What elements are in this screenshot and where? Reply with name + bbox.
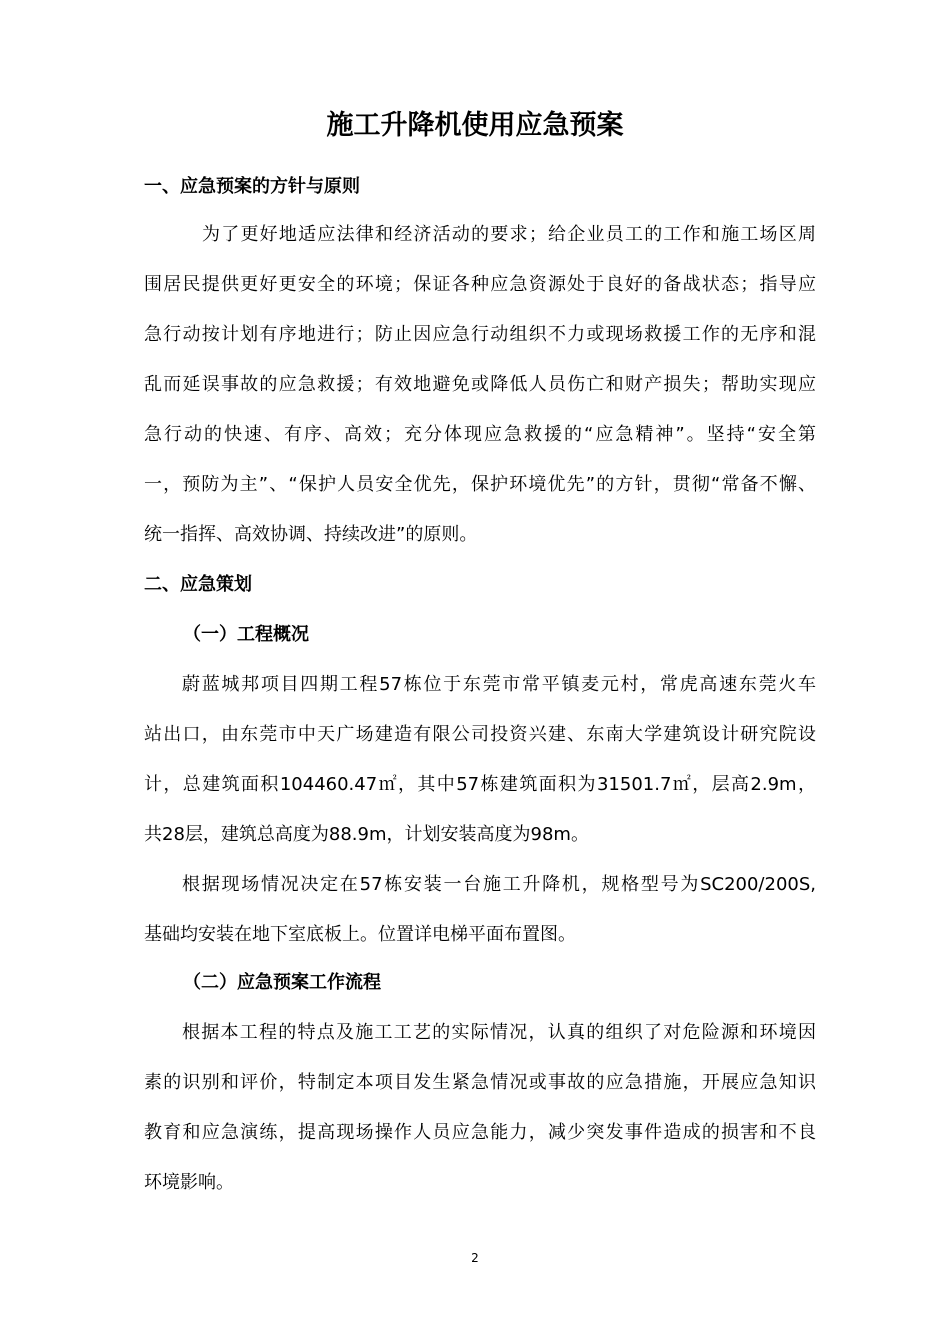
subsection-heading-overview: （一）工程概况 <box>183 624 309 645</box>
paragraph-line: 急行动按计划有序地进行；防止因应急行动组织不力或现场救援工作的无序和混 <box>144 324 816 345</box>
paragraph-overview <box>144 670 816 870</box>
paragraph-line: 基础均安装在地下室底板上。位置详电梯平面布置图。 <box>144 924 576 945</box>
paragraph-principles <box>144 220 816 570</box>
paragraph-workflow <box>144 1018 816 1218</box>
paragraph-line: 教育和应急演练，提高现场操作人员应急能力，减少突发事件造成的损害和不良 <box>144 1122 816 1143</box>
paragraph-line: 根据现场情况决定在57栋安装一台施工升降机，规格型号为SC200/200S, <box>182 874 816 895</box>
paragraph-line: 一，预防为主”、“保护人员安全优先，保护环境优先”的方针，贯彻“常备不懈、 <box>144 474 816 495</box>
paragraph-line: 围居民提供更好更安全的环境；保证各种应急资源处于良好的备战状态；指导应 <box>144 274 816 295</box>
paragraph-line: 为了更好地适应法律和经济活动的要求；给企业员工的工作和施工场区周 <box>202 224 816 245</box>
paragraph-line: 根据本工程的特点及施工工艺的实际情况，认真的组织了对危险源和环境因 <box>182 1022 816 1043</box>
subsection-heading-workflow: （二）应急预案工作流程 <box>183 972 381 993</box>
paragraph-elevator-installation <box>144 870 816 970</box>
paragraph-line: 统一指挥、高效协调、持续改进”的原则。 <box>144 524 478 545</box>
paragraph-line: 蔚蓝城邦项目四期工程57栋位于东莞市常平镇麦元村，常虎高速东莞火车 <box>182 674 816 695</box>
paragraph-line: 乱而延误事故的应急救援；有效地避免或降低人员伤亡和财产损失；帮助实现应 <box>144 374 816 395</box>
paragraph-line: 环境影响。 <box>144 1172 234 1193</box>
section-heading-principles: 一、应急预案的方针与原则 <box>144 176 360 197</box>
paragraph-line: 站出口，由东莞市中天广场建造有限公司投资兴建、东南大学建筑设计研究院设 <box>144 724 816 745</box>
document-title: 施工升降机使用应急预案 <box>326 110 624 141</box>
paragraph-line: 急行动的快速、有序、高效；充分体现应急救援的“应急精神”。坚持“安全第 <box>144 424 816 445</box>
section-heading-planning: 二、应急策划 <box>144 574 252 595</box>
paragraph-line: 共28层，建筑总高度为88.9m，计划安装高度为98m。 <box>144 824 589 845</box>
paragraph-line: 计，总建筑面积104460.47㎡，其中57栋建筑面积为31501.7㎡，层高2.9m， <box>144 774 816 795</box>
paragraph-line: 素的识别和评价，特制定本项目发生紧急情况或事故的应急措施，开展应急知识 <box>144 1072 816 1093</box>
page-number: 2 <box>471 1251 479 1265</box>
